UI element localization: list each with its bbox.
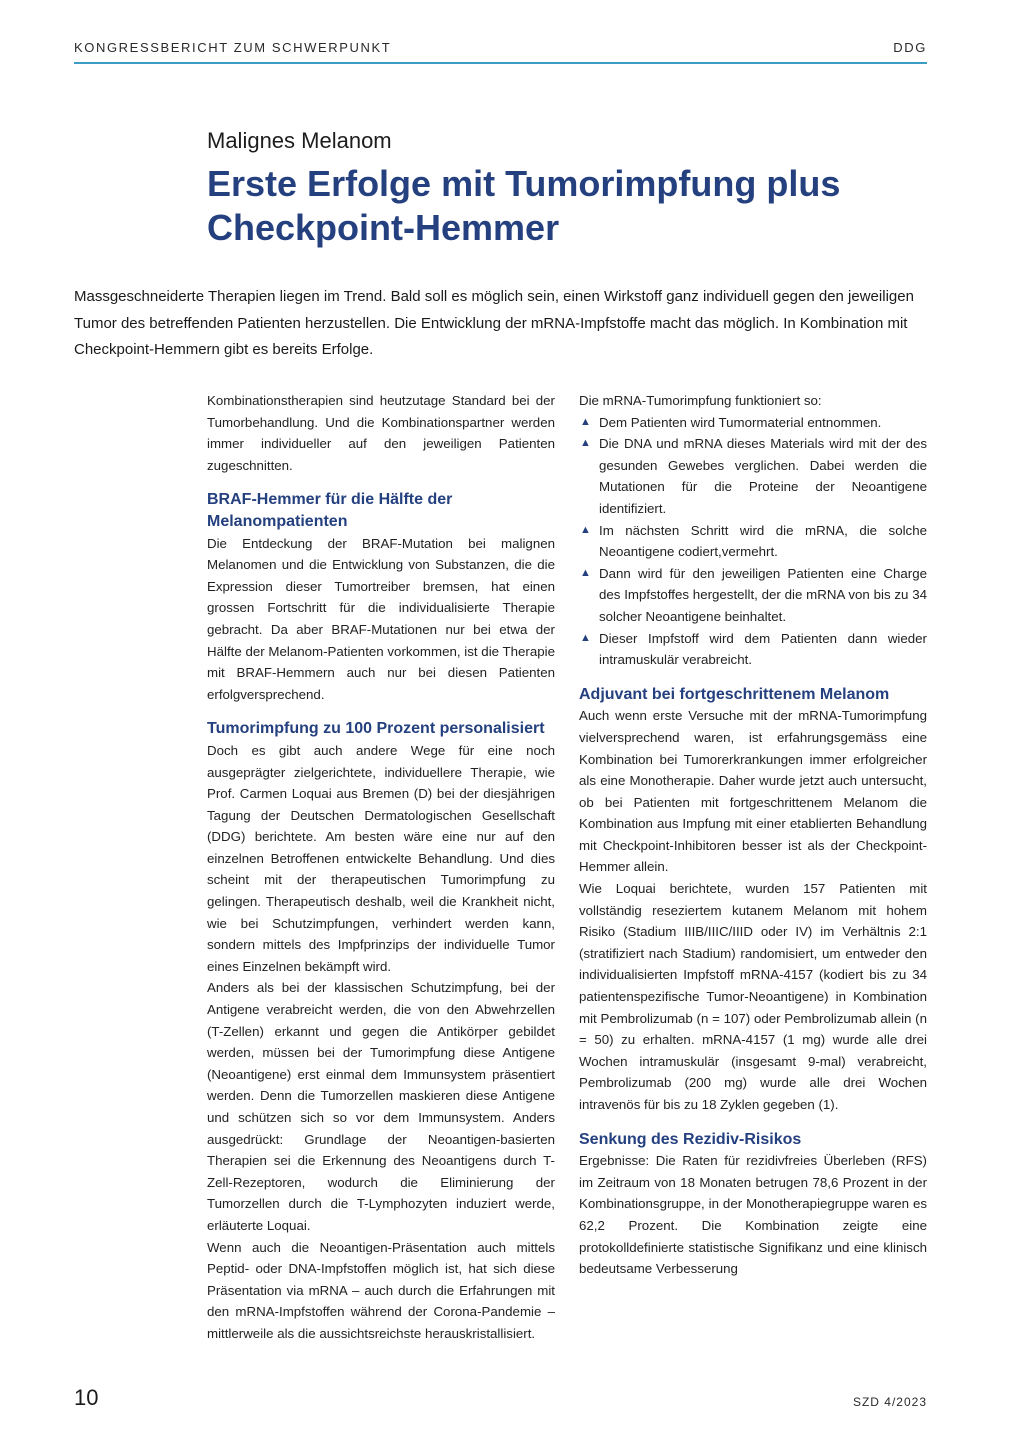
page-number: 10 xyxy=(74,1385,99,1410)
column-right xyxy=(579,390,927,1280)
body-paragraph: Doch es gibt auch andere Wege für eine noch ausgeprägter zielgerichtete, individuellere Therapie, wie Prof. Carmen Loquai aus Bremen (D) bei der diesjährigen Tagung der Deutschen Dermatologischen Gesellschaft (DDG) berichtete. Am besten wäre eine nur auf den einzelnen Betroffenen entwickelte Behandlung. Und dies scheint mit der therapeutischen Tumorimpfung zu gelingen. Therapeutisch deshalb, weil die Krankheit nicht, wie bei Schutzimpfungen, verhindert werden kann, sondern mittels des Impfprinzips der individuelle Tumor eines Einzelnen bekämpft wird. xyxy=(207,742,555,974)
list-item: ▲ Dann wird für den jeweiligen Patienten eine Charge des Impfstoffes hergestellt, der die mRNA von bis zu 34 solcher Neoantigene beinhaltet. xyxy=(579,563,927,628)
triangle-bullet-icon: ▲ xyxy=(580,631,591,644)
section-heading-rezidiv: Senkung des Rezidiv-Risikos xyxy=(579,1130,802,1148)
running-header xyxy=(74,40,927,64)
list-item: ▲ Dem Patienten wird Tumormaterial entnommen. xyxy=(579,412,927,434)
list-item: ▲ Dieser Impfstoff wird dem Patienten dann wieder intramuskulär verabreicht. xyxy=(579,628,927,671)
section-heading-adjuvant: Adjuvant bei fortgeschrittenem Melanom xyxy=(579,685,890,703)
body-paragraph: Anders als bei der klassischen Schutzimpfung, bei der Antigene verabreicht werden, die von den Abwehrzellen (T-Zellen) erkannt und gegen die Antikörper gebildet werden, müssen bei der Tumorimpfung diese Antigene (Neoantigene) erst einmal dem Immunsystem präsentiert werden. Denn die Tumorzellen maskieren diese Antigene und schützen sich so vor dem Immunsystem. Anders ausgedrückt: Grundlage der Neoantigen-basierten Therapien sei die Erkennung des Neoantigens durch T-Zell-Rezeptoren, wodurch die Eliminierung der Tumorzellen durch die T-Lymphozyten induziert werde, erläuterte Loquai. xyxy=(207,980,555,1233)
list-item: ▲ Im nächsten Schritt wird die mRNA, die solche Neoantigene codiert,vermehrt. xyxy=(579,520,927,563)
body-paragraph: Auch wenn erste Versuche mit der mRNA-Tumorimpfung vielversprechend waren, ist erfahrungsgemäss eine Kombination bei Tumorerkrankungen immer erfolgreicher als eine Monotherapie. Daher wurde jetzt auch untersucht, ob bei Patienten mit fortgeschrittenem Melanom die Kombination aus Impfung mit einer etablierten Behandlung mit Checkpoint-Inhibitoren besser ist als der Checkpoint-Hemmer allein. xyxy=(579,708,927,875)
intro-paragraph: Kombinationstherapien sind heutzutage Standard bei der Tumorbehandlung. Und die Kombinationspartner werden immer individueller auf den jeweiligen Patienten zugeschnitten. xyxy=(207,393,555,473)
body-paragraph: Ergebnisse: Die Raten für rezidivfreies Überleben (RFS) im Zeitraum von 18 Monaten betrugen 78,6 Prozent in der Kombinationsgruppe, in der Monotherapiegruppe waren es 62,2 Prozent. Die Kombination zeigte eine protokolldefinierte statistische Signifikanz und eine klinisch bedeutsame Verbesserung xyxy=(579,1153,927,1277)
article-kicker: Malignes Melanom xyxy=(207,128,392,153)
triangle-bullet-icon: ▲ xyxy=(580,437,591,450)
body-paragraph: Wie Loquai berichtete, wurden 157 Patienten mit vollständig reseziertem kutanem Melanom mit hohem Risiko (Stadium IIIB/IIIC/IIID oder IV) im Verhältnis 2:1 (stratifiziert nach Stadium) randomisiert, um entweder den individualisierten Impfstoff mRNA-4157 (kodiert bis zu 34 patientenspezifische Tumor-Neoantigene) in Kombination mit Pembrolizumab (n = 107) oder Pembrolizumab allein (n = 50) zu erhalten. mRNA-4157 (1 mg) wurde alle drei Wochen intramuskulär (insgesamt 9-mal) verabreicht, Pembrolizumab (200 mg) wurde alle drei Wochen intravenös für bis zu 18 Zyklen gegeben (1). xyxy=(579,881,927,1112)
list-intro: Die mRNA-Tumorimpfung funktioniert so: xyxy=(579,393,822,408)
body-paragraph: Die Entdeckung der BRAF-Mutation bei malignen Melanomen und die Entwicklung von Substanzen, die die Expression dieser Tumortreiber bremsen, hat einen grossen Fortschritt für die individualisierte Therapie gebracht. Da aber BRAF-Mutationen nur bei etwa der Hälfte der Melanom-Patienten vorkommen, ist die Therapie mit BRAF-Hemmern auch nur bei diesen Patienten erfolgversprechend. xyxy=(207,535,555,702)
process-list xyxy=(579,412,927,671)
header-rule xyxy=(74,62,927,64)
section-label: KONGRESSBERICHT ZUM SCHWERPUNKT xyxy=(74,40,392,55)
body-paragraph: Wenn auch die Neoantigen-Präsentation auch mittels Peptid- oder DNA-Impfstoffen möglich ist, hat sich diese Präsentation via mRNA – auch durch die Erfahrungen mit den mRNA-Impfstoffen während der Corona-Pandemie – mittlerweile als die aussichtsreichste herauskristallisiert. xyxy=(207,1239,555,1341)
article-title: Erste Erfolge mit Tumorimpfung plus Checkpoint-Hemmer xyxy=(207,163,841,248)
triangle-bullet-icon: ▲ xyxy=(580,566,591,579)
triangle-bullet-icon: ▲ xyxy=(580,523,591,536)
page-footer xyxy=(74,1385,927,1415)
section-heading-braf: BRAF-Hemmer für die Hälfte der Melanompatienten xyxy=(207,491,453,530)
section-heading-tumorimpfung: Tumorimpfung zu 100 Prozent personalisiert xyxy=(207,720,545,738)
triangle-bullet-icon: ▲ xyxy=(580,415,591,428)
society-label: DDG xyxy=(893,40,927,55)
column-left xyxy=(207,390,555,1345)
article-lead: Massgeschneiderte Therapien liegen im Trend. Bald soll es möglich sein, einen Wirkstoff ganz individuell gegen den jeweiligen Tumor des betreffenden Patienten herzustellen. Die Entwicklung der mRNA-Impfstoffe macht das möglich. In Kombination mit Checkpoint-Hemmern gibt es bereits Erfolge. xyxy=(74,288,914,358)
list-item: ▲ Die DNA und mRNA dieses Materials wird mit der des gesunden Gewebes verglichen. Dabei werden die Mutationen für die Proteine der Neoantigene identifiziert. xyxy=(579,433,927,519)
issue-label: SZD 4/2023 xyxy=(852,1395,927,1409)
